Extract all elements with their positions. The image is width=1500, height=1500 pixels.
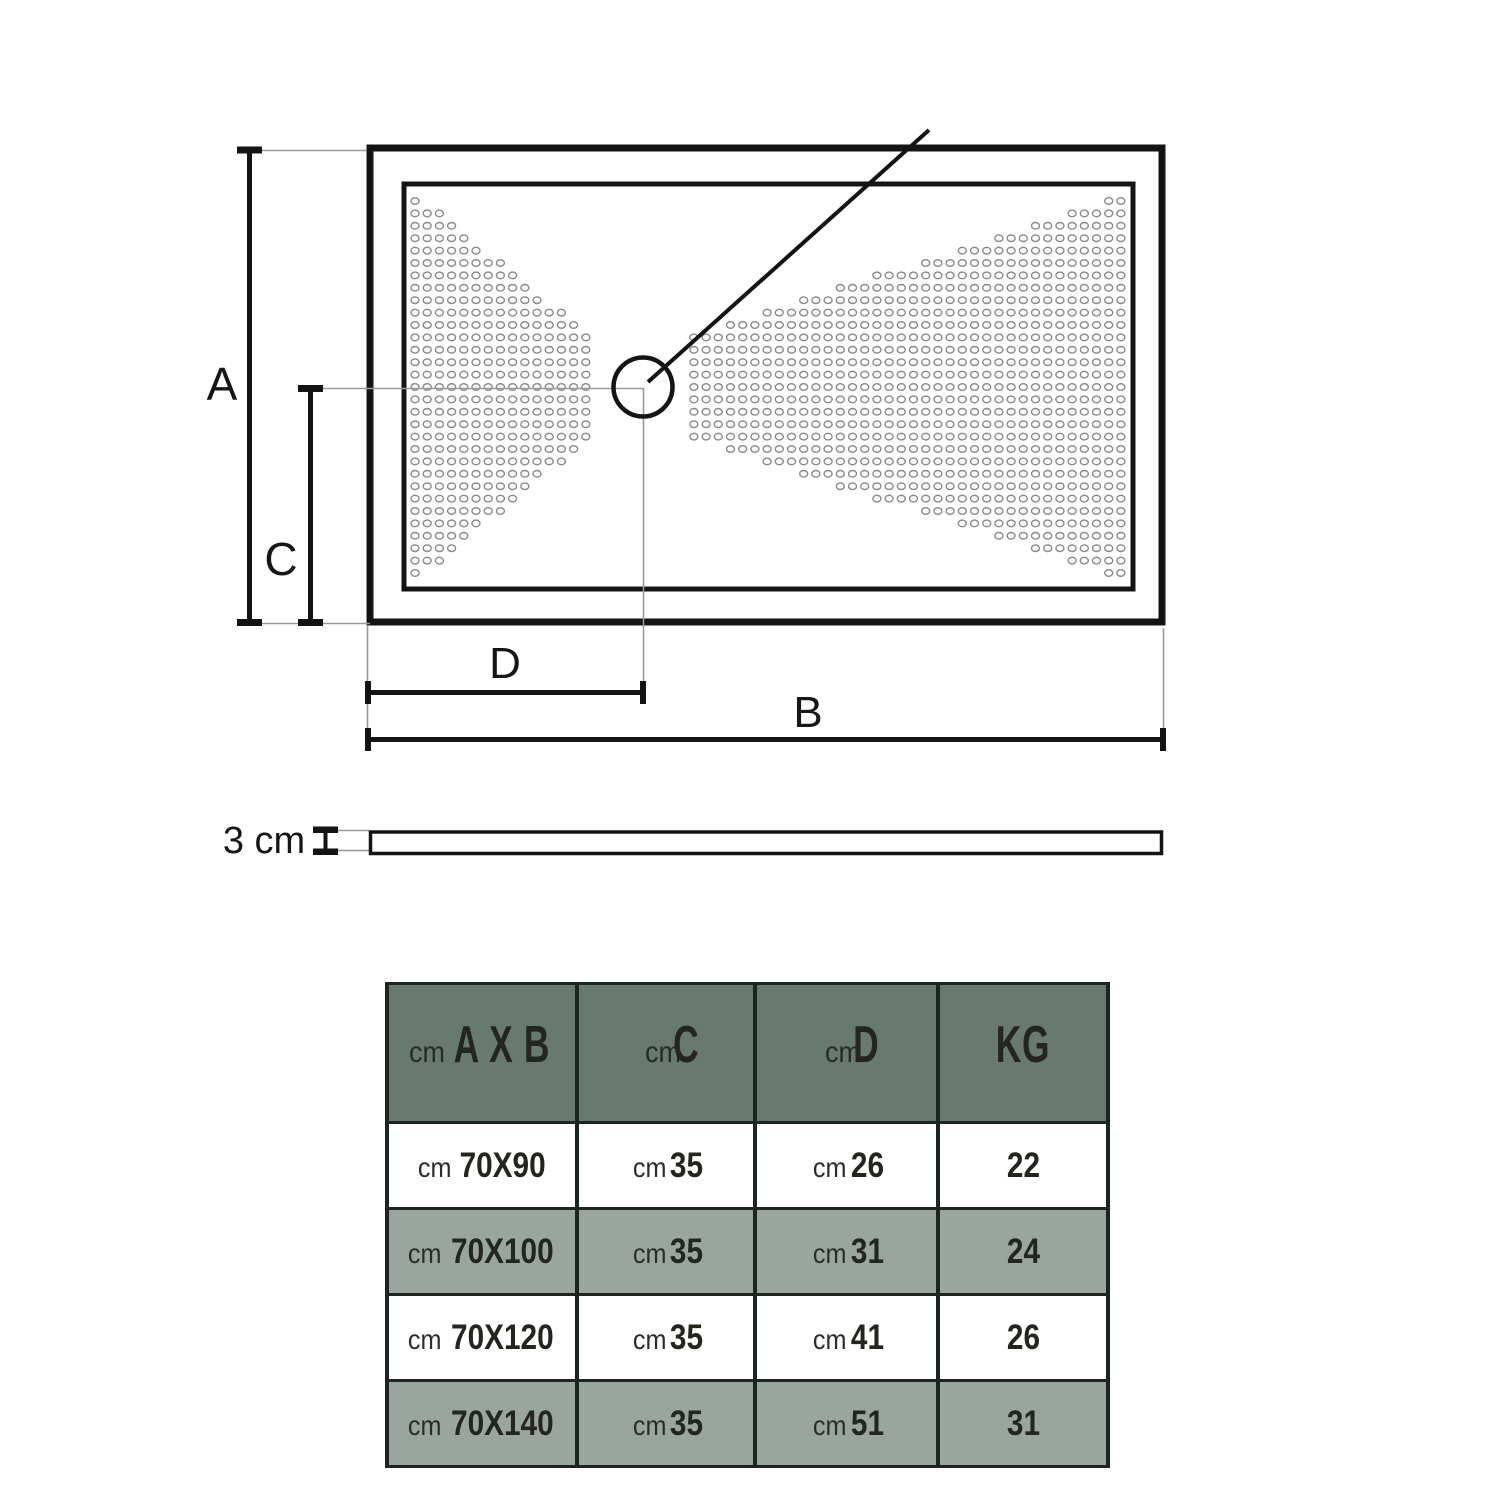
cell-kg: 22 [938, 1123, 1108, 1209]
dimensions-table [385, 982, 1110, 1468]
cell-kg: 24 [938, 1209, 1108, 1295]
header-cell-c: cmC [577, 984, 755, 1123]
cell-c: cm 35 [577, 1295, 755, 1381]
cell-c: cm 35 [577, 1209, 755, 1295]
cell-d: cm 51 [755, 1381, 938, 1467]
cell-kg: 31 [938, 1381, 1108, 1467]
dim-b [365, 728, 1166, 751]
inner-tray-rect [404, 184, 1133, 589]
dim-a [237, 147, 262, 627]
table-header-row [387, 984, 1108, 1123]
table-row [387, 1381, 1108, 1467]
header-cell-kg: KG [938, 984, 1108, 1123]
cell-c: cm 35 [577, 1381, 755, 1467]
cell-d: cm 31 [755, 1209, 938, 1295]
table-row [387, 1295, 1108, 1381]
header-cell-d: cmD [755, 984, 938, 1123]
unit-label: cm [409, 1036, 446, 1069]
cell-d: cm 41 [755, 1295, 938, 1381]
table-row [387, 1123, 1108, 1209]
cell-kg: 26 [938, 1295, 1108, 1381]
cell-axb: cm 70X90 [387, 1123, 577, 1209]
thickness-marker [313, 827, 338, 856]
table-row [387, 1209, 1108, 1295]
label-thickness: 3 cm [222, 820, 306, 862]
dim-c [298, 385, 323, 626]
label-a: A [206, 358, 238, 410]
unit-label: cm [644, 1036, 681, 1069]
unit-label: cm [825, 1036, 862, 1069]
cell-axb: cm 70X140 [387, 1381, 577, 1467]
header-cell-axb: cm A X B [387, 984, 577, 1123]
cell-d: cm 26 [755, 1123, 938, 1209]
tray-side-view [371, 832, 1162, 854]
cell-axb: cm 70X120 [387, 1295, 577, 1381]
label-d: D [489, 639, 521, 688]
label-b: B [793, 688, 823, 737]
cell-axb: cm 70X100 [387, 1209, 577, 1295]
cell-c: cm 35 [577, 1123, 755, 1209]
label-c: C [264, 533, 298, 585]
